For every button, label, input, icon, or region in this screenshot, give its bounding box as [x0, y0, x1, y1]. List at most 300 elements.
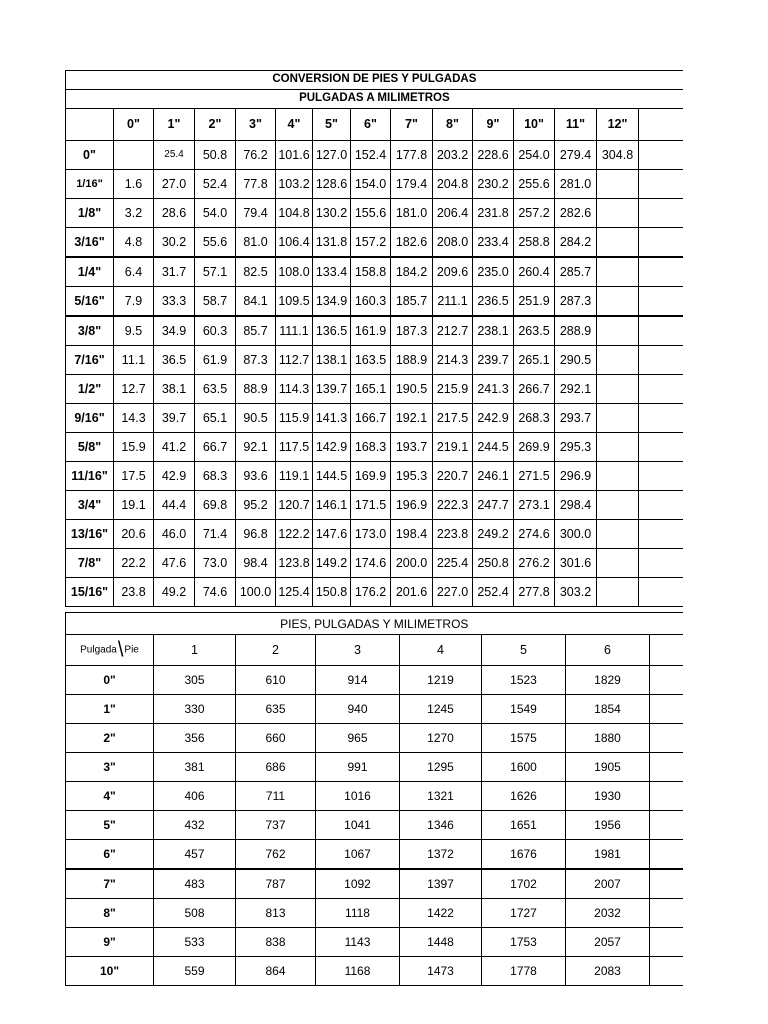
value-cell: 301.6 — [555, 549, 597, 578]
value-cell: 108.0 — [276, 257, 313, 287]
row-label: 10" — [66, 957, 154, 986]
value-cell: 44.4 — [154, 491, 195, 520]
value-cell: 4.8 — [114, 228, 154, 258]
value-cell: 39.7 — [154, 404, 195, 433]
value-cell: 1676 — [482, 840, 566, 870]
value-cell: 57.1 — [195, 257, 236, 287]
column-header: 10" — [514, 109, 555, 141]
empty-cell — [650, 753, 683, 782]
table-row — [66, 491, 683, 520]
value-cell: 9.5 — [114, 316, 154, 346]
value-cell: 77.8 — [236, 170, 276, 199]
value-cell: 457 — [154, 840, 236, 870]
inch-to-mm-table — [65, 70, 683, 607]
empty-cell — [650, 869, 683, 899]
table-row — [66, 257, 683, 287]
value-cell: 1575 — [482, 724, 566, 753]
value-cell: 100.0 — [236, 578, 276, 607]
value-cell: 533 — [154, 928, 236, 957]
value-cell: 273.1 — [514, 491, 555, 520]
value-cell: 36.5 — [154, 346, 195, 375]
value-cell — [597, 491, 639, 520]
value-cell: 381 — [154, 753, 236, 782]
value-cell: 160.3 — [351, 287, 391, 317]
value-cell: 181.0 — [391, 199, 433, 228]
value-cell: 11.1 — [114, 346, 154, 375]
column-header: 12" — [597, 109, 639, 141]
value-cell: 260.4 — [514, 257, 555, 287]
value-cell: 282.6 — [555, 199, 597, 228]
column-header: 1 — [154, 635, 236, 666]
value-cell: 3.2 — [114, 199, 154, 228]
value-cell: 686 — [236, 753, 316, 782]
value-cell: 182.6 — [391, 228, 433, 258]
value-cell: 195.3 — [391, 462, 433, 491]
empty-cell — [650, 811, 683, 840]
value-cell: 190.5 — [391, 375, 433, 404]
value-cell: 68.3 — [195, 462, 236, 491]
value-cell: 173.0 — [351, 520, 391, 549]
value-cell: 330 — [154, 695, 236, 724]
column-header: 11" — [555, 109, 597, 141]
value-cell: 154.0 — [351, 170, 391, 199]
empty-cell — [639, 520, 683, 549]
empty-cell — [650, 695, 683, 724]
value-cell: 22.2 — [114, 549, 154, 578]
table-row — [66, 869, 683, 899]
value-cell: 208.0 — [433, 228, 473, 258]
value-cell: 269.9 — [514, 433, 555, 462]
value-cell — [597, 316, 639, 346]
value-cell: 188.9 — [391, 346, 433, 375]
value-cell — [597, 578, 639, 607]
value-cell — [114, 141, 154, 170]
value-cell: 112.7 — [276, 346, 313, 375]
value-cell: 42.9 — [154, 462, 195, 491]
table-row — [66, 840, 683, 870]
value-cell: 219.1 — [433, 433, 473, 462]
value-cell: 266.7 — [514, 375, 555, 404]
value-cell: 483 — [154, 869, 236, 899]
value-cell: 215.9 — [433, 375, 473, 404]
value-cell: 940 — [316, 695, 400, 724]
value-cell: 211.1 — [433, 287, 473, 317]
empty-cell — [639, 346, 683, 375]
value-cell: 15.9 — [114, 433, 154, 462]
value-cell: 303.2 — [555, 578, 597, 607]
value-cell: 1600 — [482, 753, 566, 782]
column-header: 6 — [566, 635, 650, 666]
value-cell: 274.6 — [514, 520, 555, 549]
empty-cell — [650, 840, 683, 870]
value-cell: 838 — [236, 928, 316, 957]
row-label: 9/16" — [66, 404, 114, 433]
value-cell: 247.7 — [473, 491, 514, 520]
value-cell: 61.9 — [195, 346, 236, 375]
value-cell: 1372 — [400, 840, 482, 870]
value-cell: 81.0 — [236, 228, 276, 258]
value-cell: 233.4 — [473, 228, 514, 258]
value-cell: 139.7 — [313, 375, 351, 404]
value-cell: 150.8 — [313, 578, 351, 607]
value-cell: 144.5 — [313, 462, 351, 491]
value-cell: 1727 — [482, 899, 566, 928]
row-label: 1" — [66, 695, 154, 724]
value-cell: 79.4 — [236, 199, 276, 228]
value-cell: 914 — [316, 666, 400, 695]
value-cell: 200.0 — [391, 549, 433, 578]
corner-label-pulgada: Pulgada — [80, 644, 117, 656]
value-cell: 1981 — [566, 840, 650, 870]
value-cell: 28.6 — [154, 199, 195, 228]
value-cell: 209.6 — [433, 257, 473, 287]
empty-cell — [639, 257, 683, 287]
value-cell: 131.8 — [313, 228, 351, 258]
empty-cell — [639, 141, 683, 170]
row-label: 3" — [66, 753, 154, 782]
value-cell: 284.2 — [555, 228, 597, 258]
value-cell: 290.5 — [555, 346, 597, 375]
value-cell: 239.7 — [473, 346, 514, 375]
empty-cell — [650, 724, 683, 753]
value-cell — [597, 199, 639, 228]
value-cell: 268.3 — [514, 404, 555, 433]
empty-cell — [639, 170, 683, 199]
value-cell: 737 — [236, 811, 316, 840]
table-row — [66, 520, 683, 549]
value-cell: 142.9 — [313, 433, 351, 462]
value-cell — [597, 228, 639, 258]
table-row — [66, 170, 683, 199]
value-cell: 120.7 — [276, 491, 313, 520]
value-cell: 34.9 — [154, 316, 195, 346]
value-cell: 1448 — [400, 928, 482, 957]
value-cell: 288.9 — [555, 316, 597, 346]
value-cell: 101.6 — [276, 141, 313, 170]
value-cell: 158.8 — [351, 257, 391, 287]
value-cell: 227.0 — [433, 578, 473, 607]
empty-cell — [650, 928, 683, 957]
empty-cell — [650, 899, 683, 928]
table-row — [66, 199, 683, 228]
value-cell: 1067 — [316, 840, 400, 870]
value-cell: 295.3 — [555, 433, 597, 462]
value-cell — [597, 170, 639, 199]
value-cell: 96.8 — [236, 520, 276, 549]
row-label: 0" — [66, 141, 114, 170]
value-cell — [597, 346, 639, 375]
column-header: 3 — [316, 635, 400, 666]
table-row — [66, 141, 683, 170]
value-cell: 90.5 — [236, 404, 276, 433]
value-cell: 47.6 — [154, 549, 195, 578]
value-cell: 157.2 — [351, 228, 391, 258]
value-cell: 49.2 — [154, 578, 195, 607]
value-cell: 198.4 — [391, 520, 433, 549]
empty-cell — [650, 957, 683, 986]
corner-label-pie: Pie — [124, 644, 139, 656]
table-row — [66, 753, 683, 782]
value-cell: 54.0 — [195, 199, 236, 228]
value-cell: 60.3 — [195, 316, 236, 346]
value-cell — [597, 287, 639, 317]
value-cell: 1549 — [482, 695, 566, 724]
value-cell: 279.4 — [555, 141, 597, 170]
value-cell: 711 — [236, 782, 316, 811]
value-cell: 30.2 — [154, 228, 195, 258]
value-cell: 6.4 — [114, 257, 154, 287]
value-cell: 88.9 — [236, 375, 276, 404]
value-cell: 236.5 — [473, 287, 514, 317]
value-cell: 128.6 — [313, 170, 351, 199]
row-label: 6" — [66, 840, 154, 870]
value-cell: 109.5 — [276, 287, 313, 317]
value-cell: 1829 — [566, 666, 650, 695]
value-cell: 206.4 — [433, 199, 473, 228]
value-cell: 762 — [236, 840, 316, 870]
empty-cell — [650, 782, 683, 811]
value-cell: 169.9 — [351, 462, 391, 491]
value-cell: 165.1 — [351, 375, 391, 404]
value-cell: 69.8 — [195, 491, 236, 520]
column-header: 4" — [276, 109, 313, 141]
value-cell: 255.6 — [514, 170, 555, 199]
value-cell: 176.2 — [351, 578, 391, 607]
column-header: 2" — [195, 109, 236, 141]
column-header: 2 — [236, 635, 316, 666]
column-header: 6" — [351, 109, 391, 141]
value-cell: 217.5 — [433, 404, 473, 433]
row-label: 0" — [66, 666, 154, 695]
value-cell: 177.8 — [391, 141, 433, 170]
value-cell: 46.0 — [154, 520, 195, 549]
value-cell: 203.2 — [433, 141, 473, 170]
value-cell: 163.5 — [351, 346, 391, 375]
value-cell: 115.9 — [276, 404, 313, 433]
column-header: 5 — [482, 635, 566, 666]
value-cell: 296.9 — [555, 462, 597, 491]
value-cell: 276.2 — [514, 549, 555, 578]
empty-cell — [639, 462, 683, 491]
value-cell: 864 — [236, 957, 316, 986]
value-cell: 147.6 — [313, 520, 351, 549]
value-cell: 406 — [154, 782, 236, 811]
value-cell: 254.0 — [514, 141, 555, 170]
value-cell: 1397 — [400, 869, 482, 899]
value-cell: 196.9 — [391, 491, 433, 520]
value-cell: 117.5 — [276, 433, 313, 462]
value-cell: 204.8 — [433, 170, 473, 199]
value-cell: 65.1 — [195, 404, 236, 433]
row-label: 13/16" — [66, 520, 114, 549]
value-cell: 225.4 — [433, 549, 473, 578]
table-subtitle: PULGADAS A MILIMETROS — [66, 90, 683, 109]
empty-cell — [639, 109, 683, 141]
value-cell: 813 — [236, 899, 316, 928]
empty-cell — [639, 491, 683, 520]
column-header: 3" — [236, 109, 276, 141]
row-label: 9" — [66, 928, 154, 957]
value-cell: 171.5 — [351, 491, 391, 520]
value-cell: 149.2 — [313, 549, 351, 578]
value-cell: 1346 — [400, 811, 482, 840]
value-cell: 31.7 — [154, 257, 195, 287]
value-cell: 1473 — [400, 957, 482, 986]
table-row — [66, 928, 683, 957]
table-row — [66, 375, 683, 404]
value-cell: 263.5 — [514, 316, 555, 346]
value-cell: 1321 — [400, 782, 482, 811]
value-cell: 1651 — [482, 811, 566, 840]
row-label: 5/8" — [66, 433, 114, 462]
value-cell: 201.6 — [391, 578, 433, 607]
value-cell: 2007 — [566, 869, 650, 899]
value-cell: 304.8 — [597, 141, 639, 170]
value-cell: 2032 — [566, 899, 650, 928]
value-cell: 23.8 — [114, 578, 154, 607]
value-cell: 50.8 — [195, 141, 236, 170]
value-cell: 1092 — [316, 869, 400, 899]
value-cell: 146.1 — [313, 491, 351, 520]
value-cell: 242.9 — [473, 404, 514, 433]
value-cell: 235.0 — [473, 257, 514, 287]
value-cell: 1118 — [316, 899, 400, 928]
value-cell: 20.6 — [114, 520, 154, 549]
feet-inch-mm-table — [65, 612, 683, 986]
feet-table-title: PIES, PULGADAS Y MILIMETROS — [66, 613, 683, 635]
value-cell: 285.7 — [555, 257, 597, 287]
empty-cell — [639, 433, 683, 462]
value-cell: 230.2 — [473, 170, 514, 199]
row-label: 1/16" — [66, 170, 114, 199]
value-cell: 27.0 — [154, 170, 195, 199]
value-cell: 104.8 — [276, 199, 313, 228]
value-cell: 73.0 — [195, 549, 236, 578]
row-label: 7/8" — [66, 549, 114, 578]
value-cell: 84.1 — [236, 287, 276, 317]
empty-cell — [639, 228, 683, 258]
value-cell: 41.2 — [154, 433, 195, 462]
value-cell: 1753 — [482, 928, 566, 957]
row-label: 7" — [66, 869, 154, 899]
value-cell: 244.5 — [473, 433, 514, 462]
value-cell: 166.7 — [351, 404, 391, 433]
value-cell: 122.2 — [276, 520, 313, 549]
value-cell: 610 — [236, 666, 316, 695]
value-cell: 25.4 — [154, 141, 195, 170]
value-cell: 222.3 — [433, 491, 473, 520]
value-cell: 192.1 — [391, 404, 433, 433]
corner-cell — [66, 635, 154, 666]
value-cell: 1956 — [566, 811, 650, 840]
value-cell: 1523 — [482, 666, 566, 695]
table-row — [66, 346, 683, 375]
table-row — [66, 695, 683, 724]
column-header: 8" — [433, 109, 473, 141]
value-cell: 300.0 — [555, 520, 597, 549]
value-cell: 168.3 — [351, 433, 391, 462]
column-header: 1" — [154, 109, 195, 141]
value-cell: 58.7 — [195, 287, 236, 317]
value-cell: 55.6 — [195, 228, 236, 258]
value-cell: 250.8 — [473, 549, 514, 578]
value-cell: 258.8 — [514, 228, 555, 258]
value-cell: 106.4 — [276, 228, 313, 258]
value-cell: 12.7 — [114, 375, 154, 404]
value-cell: 152.4 — [351, 141, 391, 170]
value-cell: 74.6 — [195, 578, 236, 607]
value-cell: 241.3 — [473, 375, 514, 404]
value-cell: 187.3 — [391, 316, 433, 346]
row-label: 8" — [66, 899, 154, 928]
value-cell: 141.3 — [313, 404, 351, 433]
empty-cell — [639, 199, 683, 228]
empty-cell — [650, 666, 683, 695]
value-cell: 559 — [154, 957, 236, 986]
feet-header-row — [66, 635, 683, 666]
value-cell: 223.8 — [433, 520, 473, 549]
value-cell: 92.1 — [236, 433, 276, 462]
column-header: 4 — [400, 635, 482, 666]
value-cell: 508 — [154, 899, 236, 928]
value-cell: 93.6 — [236, 462, 276, 491]
value-cell: 52.4 — [195, 170, 236, 199]
value-cell — [597, 520, 639, 549]
value-cell: 7.9 — [114, 287, 154, 317]
value-cell: 1880 — [566, 724, 650, 753]
value-cell: 184.2 — [391, 257, 433, 287]
value-cell: 214.3 — [433, 346, 473, 375]
value-cell: 17.5 — [114, 462, 154, 491]
value-cell: 635 — [236, 695, 316, 724]
value-cell: 305 — [154, 666, 236, 695]
value-cell: 14.3 — [114, 404, 154, 433]
row-label: 5" — [66, 811, 154, 840]
value-cell: 2057 — [566, 928, 650, 957]
value-cell — [597, 404, 639, 433]
value-cell: 19.1 — [114, 491, 154, 520]
value-cell: 133.4 — [313, 257, 351, 287]
row-label: 11/16" — [66, 462, 114, 491]
row-label: 2" — [66, 724, 154, 753]
value-cell: 138.1 — [313, 346, 351, 375]
table-row — [66, 462, 683, 491]
column-header: 5" — [313, 109, 351, 141]
value-cell — [597, 375, 639, 404]
value-cell: 85.7 — [236, 316, 276, 346]
value-cell: 246.1 — [473, 462, 514, 491]
empty-cell — [650, 635, 683, 666]
value-cell: 231.8 — [473, 199, 514, 228]
value-cell: 125.4 — [276, 578, 313, 607]
row-label: 1/2" — [66, 375, 114, 404]
value-cell: 193.7 — [391, 433, 433, 462]
value-cell: 179.4 — [391, 170, 433, 199]
value-cell: 1219 — [400, 666, 482, 695]
value-cell: 965 — [316, 724, 400, 753]
page-title: CONVERSION DE PIES Y PULGADAS — [66, 71, 683, 90]
empty-cell — [639, 578, 683, 607]
value-cell: 292.1 — [555, 375, 597, 404]
value-cell: 1854 — [566, 695, 650, 724]
row-label: 3/16" — [66, 228, 114, 258]
value-cell: 103.2 — [276, 170, 313, 199]
table-row — [66, 724, 683, 753]
value-cell: 293.7 — [555, 404, 597, 433]
value-cell: 252.4 — [473, 578, 514, 607]
value-cell: 1778 — [482, 957, 566, 986]
value-cell — [597, 462, 639, 491]
